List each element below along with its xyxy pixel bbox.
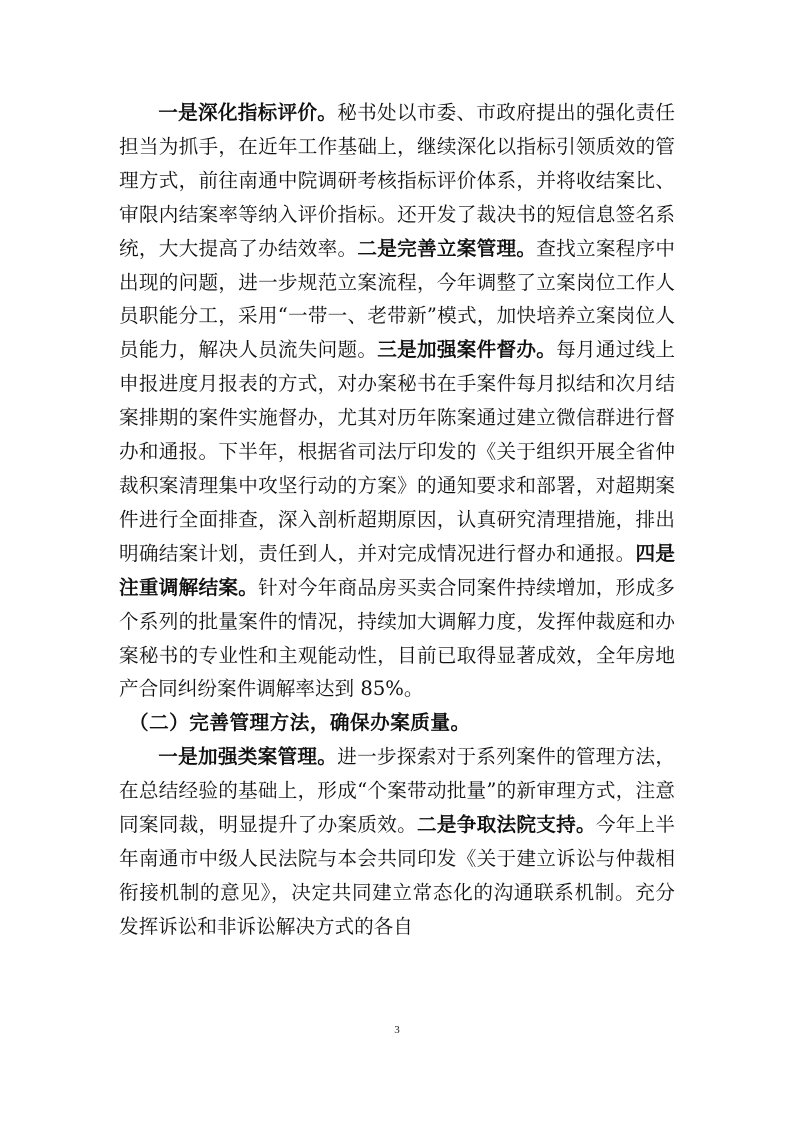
lead-phrase: 一是加强类案管理。 xyxy=(158,745,338,769)
lead-phrase: 一是深化指标评价。 xyxy=(158,101,338,124)
body-text: 查找立案程序中出现的问题，进一步规范立案流程，今年调整了立案岗位工作人员职能分工，采用“一带一、老带新”模式，加快培养立案岗位人员能力，解决人员流失问题。 xyxy=(119,236,676,362)
page-content xyxy=(119,96,675,944)
body-text: 进一步探索对于系列案件的管理方法，在总结经验的基础上，形成“个案带动批量”的新审理方式，注意同案同裁，明显提升了办案质效。 xyxy=(119,745,676,837)
lead-phrase: 三是加强案件督办。 xyxy=(377,338,557,362)
paragraph-indicator-management xyxy=(119,96,675,706)
body-text: 针对今年商品房买卖合同案件持续增加，形成多个系列的批量案件的情况，持续加大调解力度，发挥仲裁庭和办案秘书的专业性和主观能动性，目前已取得显著成效，全年房地产合同纠纷案件调解率达到 85%。 xyxy=(119,575,676,701)
page-number: 3 xyxy=(394,1024,400,1036)
lead-phrase: 二是完善立案管理。 xyxy=(357,236,537,260)
paragraph-case-management xyxy=(119,740,675,943)
lead-phrase: 二是争取法院支持。 xyxy=(417,813,596,837)
body-text: 每月通过线上申报进度月报表的方式，对办案秘书在手案件每月拟结和次月结案排期的案件实施督办，尤其对历年陈案通过建立微信群进行督办和通报。下半年，根据省司法厅印发的《关于组织开展全省仲裁积案清理集中攻坚行动的方案》的通知要求和部署，对超期案件进行全面排查，深入剖析超期原因，认真研究清理措施，排出明确结案计划，责任到人，并对完成情况进行督办和通报。 xyxy=(119,338,676,565)
body-text: 秘书处以市委、市政府提出的强化责任担当为抓手，在近年工作基础上，继续深化以指标引领质效的管理方式，前往南通中院调研考核指标评价体系，并将收结案比、审限内结案率等纳入评价指标。还开发了裁决书的短信息签名系统，大大提高了办结效率。 xyxy=(119,101,676,260)
lead-phrase: 四是注重调解结案。 xyxy=(119,541,676,599)
section-heading: （二）完善管理方法，确保办案质量。 xyxy=(129,711,471,735)
body-text: 今年上半年南通市中级人民法院与本会共同印发《关于建立诉讼与仲裁相衔接机制的意见》，决定共同建立常态化的沟通联系机制。充分发挥诉讼和非诉讼解决方式的各自 xyxy=(119,813,676,938)
